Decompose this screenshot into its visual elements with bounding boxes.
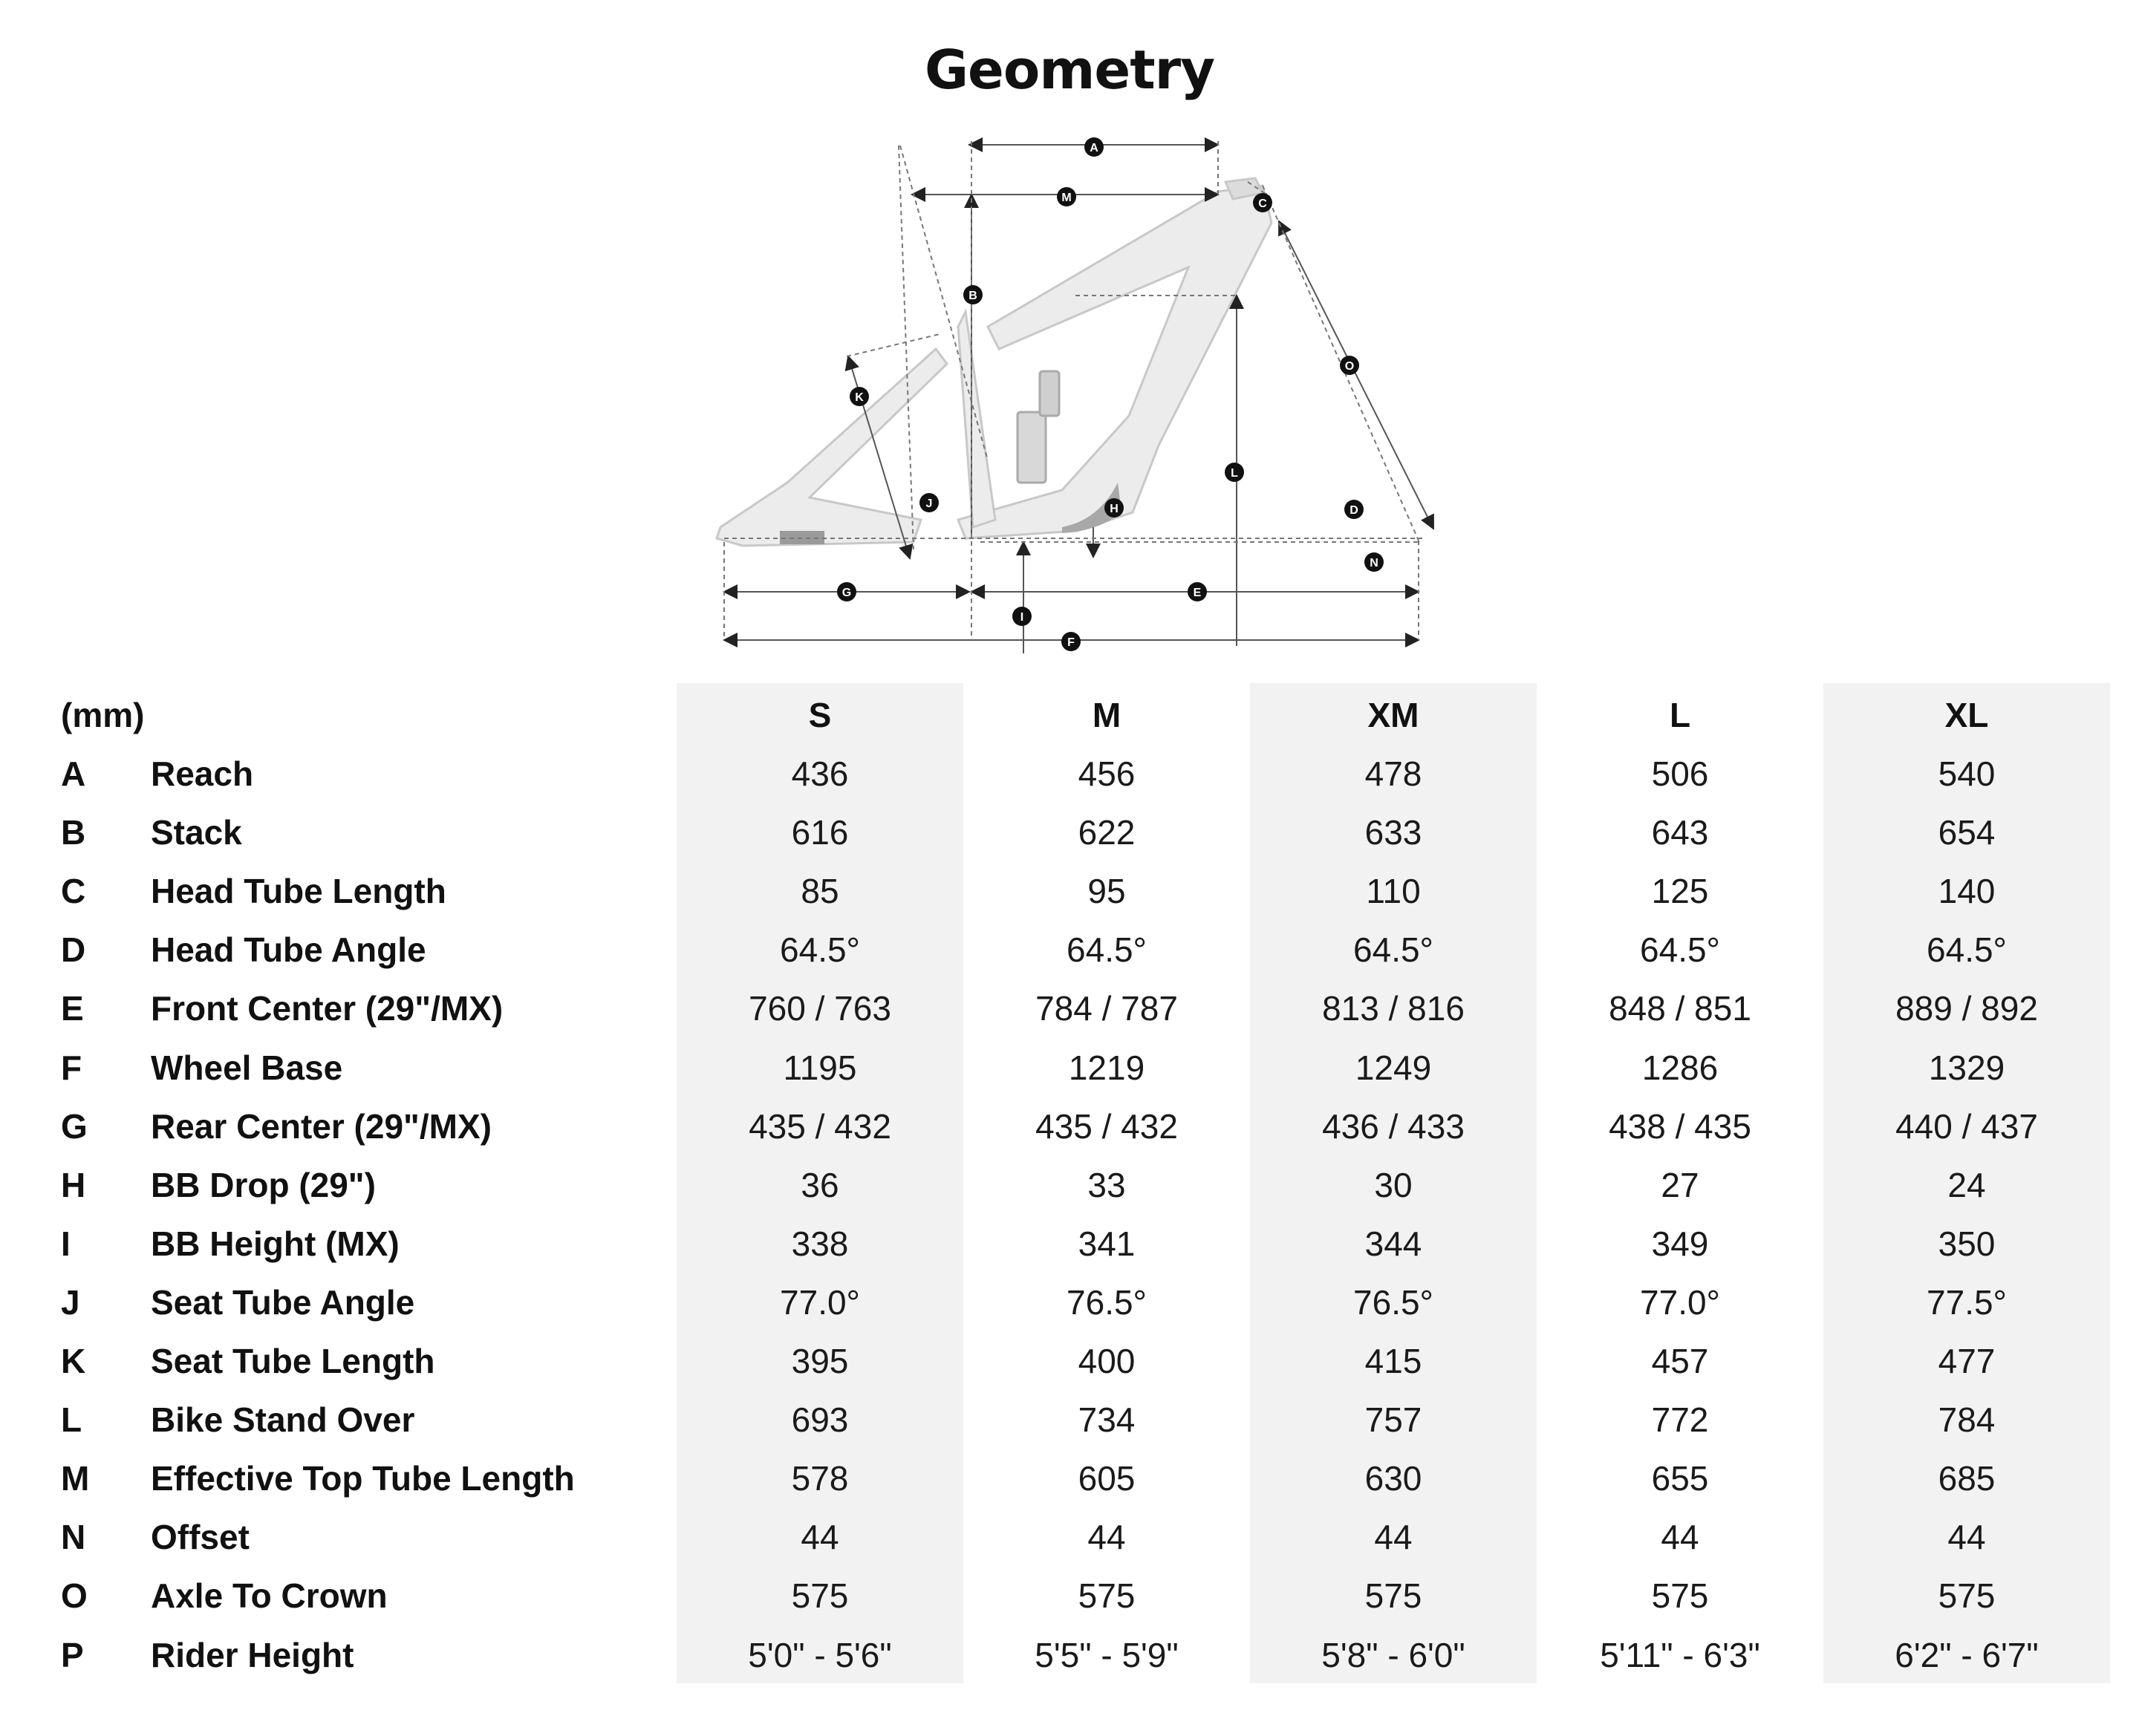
svg-text:M: M	[1061, 192, 1072, 204]
row-label: BB Drop (29")	[151, 1166, 376, 1204]
row-value: 341	[1078, 1224, 1136, 1263]
row-label: Wheel Base	[151, 1048, 343, 1087]
svg-text:A: A	[1090, 142, 1098, 154]
row-letter: G	[61, 1107, 88, 1146]
marker-c	[1253, 193, 1272, 212]
svg-text:K: K	[855, 391, 864, 404]
row-value: 1219	[1068, 1048, 1145, 1087]
row-letter: C	[61, 872, 86, 910]
row-value: 33	[1087, 1166, 1126, 1204]
row-value: 575	[1078, 1576, 1136, 1615]
row-label: Reach	[151, 754, 254, 793]
row-value: 64.5°	[1927, 930, 2007, 969]
row-value: 578	[791, 1459, 849, 1498]
row-value: 415	[1364, 1342, 1422, 1380]
row-value: 344	[1364, 1224, 1422, 1263]
row-letter: L	[61, 1400, 82, 1439]
table-row	[0, 1391, 2139, 1449]
row-value: 44	[1374, 1518, 1413, 1556]
row-value: 30	[1374, 1166, 1413, 1204]
svg-text:L: L	[1231, 467, 1238, 480]
row-value: 1329	[1928, 1048, 2005, 1087]
unit-label: (mm)	[61, 696, 145, 734]
svg-text:B: B	[968, 290, 977, 302]
size-header: L	[1669, 696, 1691, 734]
row-value: 64.5°	[1640, 930, 1720, 969]
svg-text:C: C	[1258, 198, 1267, 210]
svg-text:D: D	[1350, 504, 1358, 517]
size-header: M	[1092, 696, 1121, 734]
row-letter: E	[61, 989, 84, 1028]
row-letter: A	[61, 754, 86, 793]
row-value: 734	[1078, 1400, 1136, 1439]
row-value: 77.0°	[1640, 1283, 1720, 1322]
svg-text:N: N	[1370, 557, 1378, 570]
svg-text:G: G	[841, 587, 852, 599]
table-header	[0, 686, 2139, 745]
row-value: 24	[1947, 1166, 1986, 1204]
row-value: 64.5°	[780, 930, 860, 969]
row-value: 5'11" - 6'3"	[1600, 1636, 1760, 1674]
row-value: 77.5°	[1927, 1283, 2007, 1322]
row-value: 506	[1651, 754, 1709, 793]
row-label: Rider Height	[151, 1636, 354, 1674]
row-value: 85	[801, 872, 839, 910]
row-label: Front Center (29"/MX)	[151, 989, 504, 1028]
row-value: 435 / 432	[1035, 1107, 1178, 1146]
row-label: Head Tube Angle	[151, 930, 426, 969]
row-value: 140	[1938, 872, 1996, 910]
marker-f	[1061, 632, 1081, 651]
svg-text:E: E	[1193, 587, 1202, 599]
row-value: 685	[1938, 1459, 1996, 1498]
row-value: 110	[1366, 872, 1421, 910]
row-value: 64.5°	[1353, 930, 1433, 969]
row-value: 435 / 432	[749, 1107, 891, 1146]
row-value: 44	[1947, 1518, 1986, 1556]
row-value: 6'2" - 6'7"	[1895, 1636, 2039, 1674]
table-row	[0, 1567, 2139, 1625]
size-header: XL	[1944, 696, 1989, 734]
row-value: 457	[1651, 1342, 1709, 1380]
row-letter: M	[61, 1459, 90, 1498]
row-value: 438 / 435	[1609, 1107, 1751, 1146]
page-title: Geometry	[924, 39, 1215, 101]
row-value: 1249	[1355, 1048, 1432, 1087]
row-value: 784	[1938, 1400, 1996, 1439]
svg-text:O: O	[1344, 360, 1355, 373]
table-row	[0, 1156, 2139, 1215]
row-value: 440 / 437	[1895, 1107, 2038, 1146]
row-label: Stack	[151, 813, 242, 852]
row-value: 76.5°	[1067, 1283, 1147, 1322]
row-letter: N	[61, 1518, 86, 1556]
marker-d	[1344, 500, 1364, 519]
marker-h	[1104, 498, 1124, 518]
row-value: 77.0°	[780, 1283, 860, 1322]
row-value: 44	[1661, 1518, 1699, 1556]
row-value: 575	[1651, 1576, 1709, 1615]
row-value: 813 / 816	[1322, 989, 1465, 1028]
row-label: Bike Stand Over	[151, 1400, 415, 1439]
row-value: 575	[791, 1576, 849, 1615]
svg-text:J: J	[925, 497, 933, 510]
table-row	[0, 921, 2139, 979]
row-value: 575	[1938, 1576, 1996, 1615]
svg-text:I: I	[1020, 611, 1024, 624]
table-row	[0, 1039, 2139, 1097]
row-value: 350	[1938, 1224, 1996, 1263]
row-value: 27	[1661, 1166, 1699, 1204]
marker-g	[837, 582, 856, 601]
row-value: 633	[1364, 813, 1422, 852]
row-value: 436	[791, 754, 849, 793]
row-label: Effective Top Tube Length	[151, 1459, 575, 1498]
table-row	[0, 1215, 2139, 1273]
row-value: 760 / 763	[749, 989, 891, 1028]
row-value: 655	[1651, 1459, 1709, 1498]
row-label: Seat Tube Angle	[151, 1283, 415, 1322]
row-value: 757	[1364, 1400, 1422, 1439]
row-value: 605	[1078, 1459, 1136, 1498]
marker-i	[1012, 607, 1032, 626]
row-value: 693	[791, 1400, 849, 1439]
row-letter: P	[61, 1636, 84, 1674]
row-value: 5'8" - 6'0"	[1321, 1636, 1465, 1674]
row-value: 575	[1364, 1576, 1422, 1615]
row-letter: I	[61, 1224, 71, 1263]
size-header: S	[808, 696, 832, 734]
row-value: 36	[801, 1166, 839, 1204]
row-letter: F	[61, 1048, 82, 1087]
row-label: Rear Center (29"/MX)	[151, 1107, 492, 1146]
row-value: 95	[1087, 872, 1126, 910]
svg-text:F: F	[1067, 636, 1075, 649]
row-letter: J	[61, 1283, 80, 1322]
row-letter: H	[61, 1166, 86, 1204]
marker-b	[963, 285, 983, 304]
size-header: XM	[1367, 696, 1419, 734]
row-value: 784 / 787	[1035, 989, 1178, 1028]
row-value: 436 / 433	[1322, 1107, 1465, 1146]
row-value: 622	[1078, 813, 1136, 852]
row-letter: O	[61, 1576, 88, 1615]
row-label: Offset	[151, 1518, 250, 1556]
row-label: BB Height (MX)	[151, 1224, 400, 1263]
row-value: 76.5°	[1353, 1283, 1433, 1322]
row-value: 772	[1651, 1400, 1709, 1439]
row-value: 1195	[783, 1048, 857, 1087]
row-value: 5'5" - 5'9"	[1035, 1636, 1179, 1674]
row-value: 540	[1938, 754, 1996, 793]
svg-text:H: H	[1110, 503, 1119, 515]
table-row	[0, 1626, 2139, 1685]
row-label: Seat Tube Length	[151, 1342, 435, 1380]
table-row	[0, 1332, 2139, 1391]
row-value: 1286	[1641, 1048, 1719, 1087]
table-row	[0, 979, 2139, 1038]
marker-j	[919, 493, 939, 512]
row-value: 616	[791, 813, 849, 852]
row-value: 630	[1364, 1459, 1422, 1498]
row-value: 64.5°	[1067, 930, 1147, 969]
row-value: 44	[1087, 1518, 1126, 1556]
row-letter: B	[61, 813, 86, 852]
row-value: 349	[1651, 1224, 1709, 1263]
table-row	[0, 1508, 2139, 1567]
row-value: 395	[791, 1342, 849, 1380]
row-label: Head Tube Length	[151, 872, 446, 910]
geometry-diagram	[698, 134, 1456, 653]
row-value: 654	[1938, 813, 1996, 852]
table-row	[0, 1449, 2139, 1508]
row-value: 478	[1364, 754, 1422, 793]
row-value: 338	[791, 1224, 849, 1263]
table-row	[0, 1273, 2139, 1332]
table-row	[0, 1097, 2139, 1156]
table-row	[0, 745, 2139, 803]
row-value: 125	[1651, 872, 1709, 910]
row-value: 848 / 851	[1609, 989, 1751, 1028]
marker-n	[1364, 552, 1384, 572]
marker-o	[1340, 356, 1359, 375]
marker-l	[1225, 463, 1244, 482]
marker-layer	[698, 134, 1456, 653]
marker-m	[1057, 187, 1076, 206]
row-value: 889 / 892	[1895, 989, 2038, 1028]
row-letter: K	[61, 1342, 86, 1380]
row-value: 5'0" - 5'6"	[748, 1636, 892, 1674]
marker-e	[1188, 582, 1207, 601]
row-value: 456	[1078, 754, 1136, 793]
table-row	[0, 803, 2139, 862]
row-value: 643	[1651, 813, 1709, 852]
row-value: 477	[1938, 1342, 1996, 1380]
row-value: 44	[801, 1518, 839, 1556]
marker-k	[850, 387, 869, 406]
row-label: Axle To Crown	[151, 1576, 388, 1615]
marker-a	[1084, 137, 1104, 157]
row-letter: D	[61, 930, 86, 969]
row-value: 400	[1078, 1342, 1136, 1380]
table-row	[0, 862, 2139, 921]
